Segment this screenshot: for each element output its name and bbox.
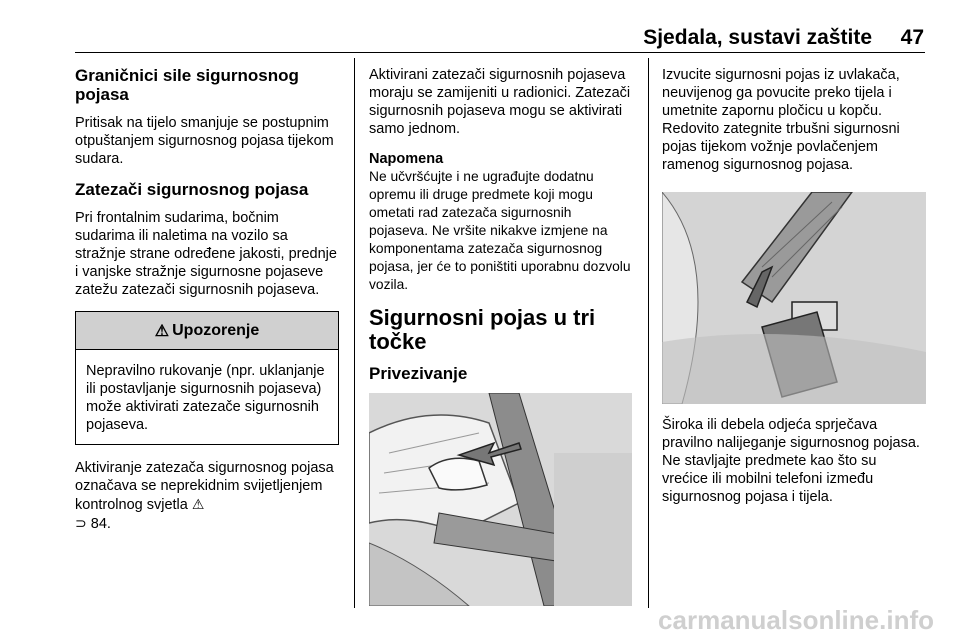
seatbelt-warning-icon: ⚠ (191, 496, 205, 512)
warning-header (76, 312, 338, 350)
column-2 (369, 66, 634, 606)
page-ref-icon: ⊃ (75, 515, 87, 531)
paragraph-text: Aktiviranje zatezača sigurnosnog pojasa označava se neprekidnim svijetljenjem kontrolnog svjetla (75, 460, 334, 513)
warning-title: Upozorenje (172, 321, 260, 339)
paragraph (75, 459, 339, 533)
warning-triangle-icon: ⚠ (154, 322, 170, 340)
paragraph: Izvucite sigurnosni pojas iz uvlakača, neuvijenog ga povucite preko tijela i umetnite zapornu pločicu u kopču. Redovito zategnite trbušni sigurnosni pojas tijekom vožnje povlačenjem ramenog sigurnosnog pojasa. (662, 67, 900, 173)
column-3 (662, 66, 926, 506)
main-heading: Sigurnosni pojas u tri točke (369, 305, 596, 354)
page-number: 47 (900, 26, 924, 49)
note-title: Napomena (369, 151, 444, 167)
note-box (369, 150, 634, 294)
buckle-insertion-illustration (662, 192, 926, 404)
running-header-title: Sjedala, sustavi zaštite (643, 26, 872, 49)
sub-heading: Privezivanje (369, 364, 468, 383)
section-heading: Graničnici sile sigurnosnog pojasa (75, 66, 299, 104)
warning-text: Nepravilno rukovanje (npr. uklanjanje ili postavljanje sigurnosnih pojaseva) može aktivirati zatezače sigurnosnih pojaseva. (86, 363, 325, 433)
section-heading: Zatezači sigurnosnog pojasa (75, 180, 309, 199)
column-1 (75, 66, 339, 533)
column-divider (648, 58, 649, 608)
paragraph: Široka ili debela odjeća sprječava pravilno nalijeganje sigurnosnog pojasa. Ne stavljajte predmete kao što su vrećice ili mobilni telefoni između sigurnosnog pojasa i tijela. (662, 417, 920, 505)
paragraph: Pritisak na tijelo smanjuje se postupnim otpuštanjem sigurnosnog pojasa tijekom sudara. (75, 115, 334, 167)
watermark: carmanualsonline.info (658, 605, 934, 635)
paragraph: Aktivirani zatezači sigurnosnih pojaseva moraju se zamijeniti u radionici. Zatezači sigurnosnih pojaseva mogu se aktivirati samo jednom. (369, 67, 631, 137)
page-reference: 84. (90, 516, 111, 532)
note-text: Ne učvršćujte i ne ugrađujte dodatnu opremu ili druge predmete koji mogu ometati rad zatezača sigurnosnih pojaseva. Ne vršite nikakve izmjene na komponentama zatezača sigurnosnog pojasa, jer će to poništiti uporabnu dozvolu vozila. (369, 169, 631, 292)
header-rule (75, 52, 925, 53)
seatbelt-fastening-illustration (369, 393, 632, 606)
paragraph: Pri frontalnim sudarima, bočnim sudarima ili naletima na vozilo sa stražnje strane određene jakosti, prednje i vanjske stražnje sigurnosne pojaseve zatežu zatezači sigurnosnih pojaseva. (75, 210, 337, 298)
column-divider (354, 58, 355, 608)
warning-box (75, 311, 339, 445)
